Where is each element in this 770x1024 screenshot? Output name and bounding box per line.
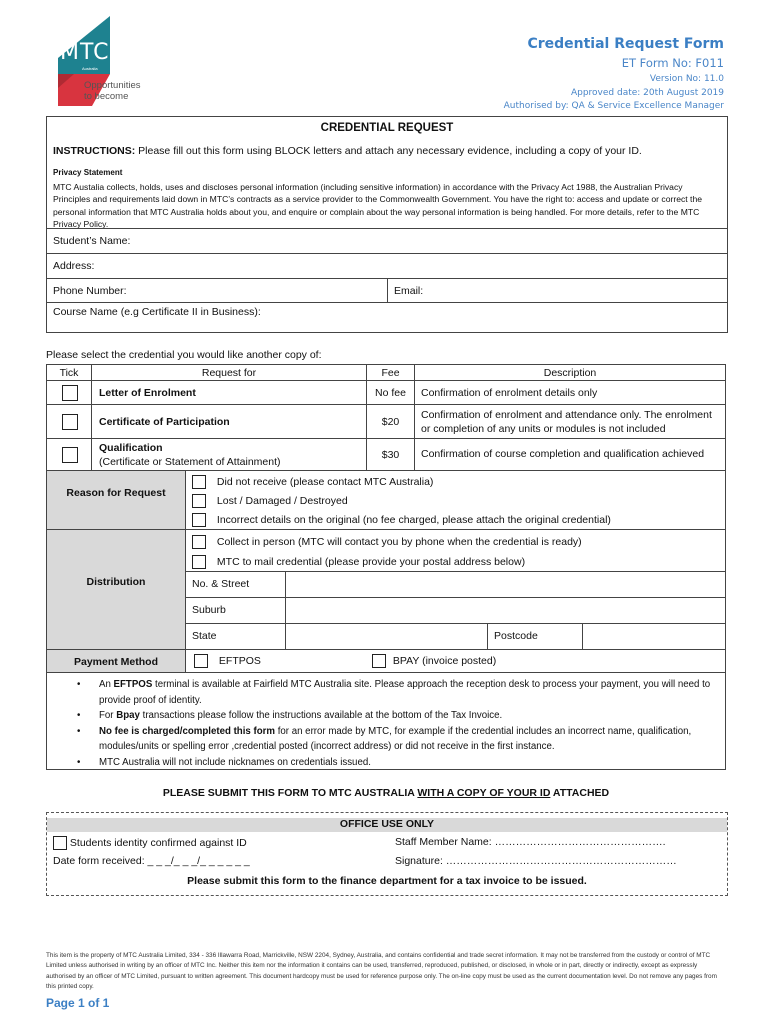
note-bpay: • For Bpay transactions please follow the instructions available at the bottom of the Tax Invoice.: [47, 708, 715, 724]
table-row: [46, 380, 92, 405]
identity-confirmed-option[interactable]: [53, 836, 247, 850]
distribution-label: Distribution: [86, 576, 146, 588]
did-not-receive-label: Did not receive (please contact MTC Australia): [216, 475, 434, 488]
lost-checkbox[interactable]: [192, 494, 206, 508]
payment-options: [185, 649, 726, 673]
date-form-received: Date form received: _ _ _/_ _ _/_ _ _ _ _ _: [53, 855, 250, 867]
bpay-option[interactable]: [372, 654, 496, 668]
payment-label: Payment Method: [73, 656, 158, 668]
certificate-of-participation-checkbox[interactable]: [62, 414, 78, 430]
instructions-text: Please fill out this form using BLOCK letters and attach any necessary evidence, including a copy of your ID.: [135, 145, 642, 157]
mail-credential-label: MTC to mail credential (please provide your postal address below): [216, 555, 526, 568]
email-field[interactable]: [388, 278, 727, 302]
address-field[interactable]: [47, 253, 727, 278]
note-eftpos: • An EFTPOS terminal is available at Fairfield MTC Australia site. Please approach the reception desk to process your payment, you will need to provide proof of identity.: [47, 677, 715, 708]
privacy-title: Privacy Statement: [53, 168, 123, 177]
logo-tagline: [84, 80, 141, 102]
finance-instruction: Please submit this form to the finance department for a tax invoice to be issued.: [187, 875, 587, 887]
version-number: Version No: 11.0: [649, 74, 724, 84]
logo-small-text: Australia: [82, 66, 98, 71]
eftpos-checkbox[interactable]: [194, 654, 208, 668]
eftpos-label: EFTPOS: [218, 654, 261, 667]
postcode-field[interactable]: [582, 623, 726, 650]
fee-letter-of-enrolment: No fee: [366, 380, 415, 405]
state-field[interactable]: [285, 623, 488, 650]
collect-in-person-label: Collect in person (MTC will contact you by phone when the credential is ready): [216, 535, 582, 548]
course-name-field[interactable]: [47, 302, 727, 332]
reason-option-lost[interactable]: [192, 494, 348, 508]
col-tick: Tick: [46, 364, 92, 381]
desc-certificate-of-participation: Confirmation of enrolment and attendance only. The enrolment or completion of any units or modules is not included: [414, 404, 726, 439]
did-not-receive-checkbox[interactable]: [192, 475, 206, 489]
staff-member-name: Staff Member Name: ………………………………………….: [395, 836, 666, 848]
phone-label: Phone Number:: [53, 285, 127, 297]
reason-label-cell: [46, 470, 186, 530]
logo-tagline-2: to become: [84, 91, 129, 102]
note-no-fee: • No fee is charged/completed this form for an error made by MTC, for example if the credential includes an incorrect name, qualification, modules/units or spelling error ,credential posted (incorrect address) or did not receive in the first instance.: [47, 724, 715, 755]
collect-in-person-option[interactable]: [192, 535, 582, 549]
distribution-options: [185, 529, 726, 572]
table-row: [46, 404, 92, 439]
street-label: No. & Street: [185, 571, 286, 598]
request-qualification: [91, 438, 367, 471]
letter-of-enrolment-checkbox[interactable]: [62, 385, 78, 401]
bpay-label: BPAY (invoice posted): [392, 654, 497, 667]
lost-label: Lost / Damaged / Destroyed: [216, 494, 348, 507]
authorised-by: Authorised by: QA & Service Excellence Manager: [503, 101, 724, 111]
postcode-label: Postcode: [487, 623, 583, 650]
incorrect-details-checkbox[interactable]: [192, 513, 206, 527]
payment-label-cell: [46, 649, 186, 673]
qualification-sublabel: (Certificate or Statement of Attainment): [99, 456, 281, 468]
qualification-label: Qualification: [99, 442, 163, 454]
state-label: State: [185, 623, 286, 650]
eftpos-option[interactable]: [194, 654, 261, 668]
form-number: ET Form No: F011: [621, 56, 724, 70]
suburb-label: Suburb: [185, 597, 286, 624]
desc-qualification: Confirmation of course completion and qualification achieved: [414, 438, 726, 471]
student-name-label: Student’s Name:: [53, 235, 131, 247]
phone-field[interactable]: [47, 278, 388, 302]
credential-request-section: [46, 116, 728, 333]
office-use-section: [46, 812, 728, 896]
street-field[interactable]: [285, 571, 726, 598]
identity-confirmed-label: Students identity confirmed against ID: [69, 836, 247, 849]
qualification-checkbox[interactable]: [62, 447, 78, 463]
col-description: Description: [414, 364, 726, 381]
address-label: Address:: [53, 260, 95, 272]
request-letter-of-enrolment: Letter of Enrolment: [91, 380, 367, 405]
logo-brand: MTC: [60, 40, 110, 65]
fee-qualification: $30: [366, 438, 415, 471]
reason-option-incorrect[interactable]: [192, 513, 611, 527]
reason-option-did-not-receive[interactable]: [192, 475, 433, 489]
bpay-checkbox[interactable]: [372, 654, 386, 668]
fee-certificate-of-participation: $20: [366, 404, 415, 439]
collect-in-person-checkbox[interactable]: [192, 535, 206, 549]
office-use-title: OFFICE USE ONLY: [47, 818, 727, 832]
legal-footer: This item is the property of MTC Australia Limited, 334 - 336 Illawarra Road, Marrickville, NSW 2204, Sydney, Australia, and contains confidential and trade secret information. It may not be transferred from the custody or control of MTC Limited unless authorised in writing by an officer of MTC Inc. Neither this item nor the information it contains can be used, transferred, reproduced, published, or disclosed, in whole or in part, directly or indirectly, except as expressly authorised by an officer of MTC Limited, pursuant to written agreement. This document hardcopy must be used for reference purpose only. The on-line copy must be used as the current documentation level. Do not remove any pages from this printed copy.: [46, 952, 717, 991]
payment-notes: [46, 672, 726, 770]
student-name-field[interactable]: [47, 228, 727, 253]
section-heading: CREDENTIAL REQUEST: [320, 122, 454, 134]
table-row: [46, 438, 92, 471]
signature-line: Signature: …………………………………………………………: [395, 855, 677, 867]
submit-instruction: PLEASE SUBMIT THIS FORM TO MTC AUSTRALIA WITH A COPY OF YOUR ID ATTACHED: [162, 787, 610, 799]
request-certificate-of-participation: Certificate of Participation: [91, 404, 367, 439]
col-fee: Fee: [366, 364, 415, 381]
reason-label: Reason for Request: [66, 487, 166, 499]
note-nicknames: • MTC Australia will not include nicknames on credentials issued.: [47, 755, 715, 771]
desc-letter-of-enrolment: Confirmation of enrolment details only: [414, 380, 726, 405]
instructions-label: INSTRUCTIONS:: [53, 145, 136, 157]
suburb-field[interactable]: [285, 597, 726, 624]
col-request: Request for: [91, 364, 367, 381]
approved-date: Approved date: 20th August 2019: [570, 88, 724, 98]
reason-options: [185, 470, 726, 530]
credential-prompt: Please select the credential you would like another copy of:: [46, 349, 322, 361]
distribution-label-cell: [46, 529, 186, 650]
identity-confirmed-checkbox[interactable]: [53, 836, 67, 850]
mail-credential-checkbox[interactable]: [192, 555, 206, 569]
email-label: Email:: [394, 285, 424, 297]
instructions: [53, 145, 721, 157]
incorrect-details-label: Incorrect details on the original (no fee charged, please attach the original credential): [216, 513, 611, 526]
page-number: Page 1 of 1: [46, 996, 110, 1010]
logo-tagline-1: Opportunities: [84, 80, 141, 91]
privacy-text: MTC Austalia collects, holds, uses and discloses personal information (including sensitive information) in accordance with the Privacy Act 1988, the Australian Privacy Principles and requirements laid down in MTC’s contracts as a service provider to the Commonwealth Government. You have the right to: access and update or correct the personal information that MTC Australia holds about you, and enquire or complain about the way personal information is being handled. For more details, refer to the MTC Privacy Policy.: [53, 182, 702, 230]
mail-credential-option[interactable]: [192, 555, 525, 569]
course-label: Course Name (e.g Certificate II in Business):: [53, 306, 261, 318]
form-title: Credential Request Form: [527, 36, 724, 52]
